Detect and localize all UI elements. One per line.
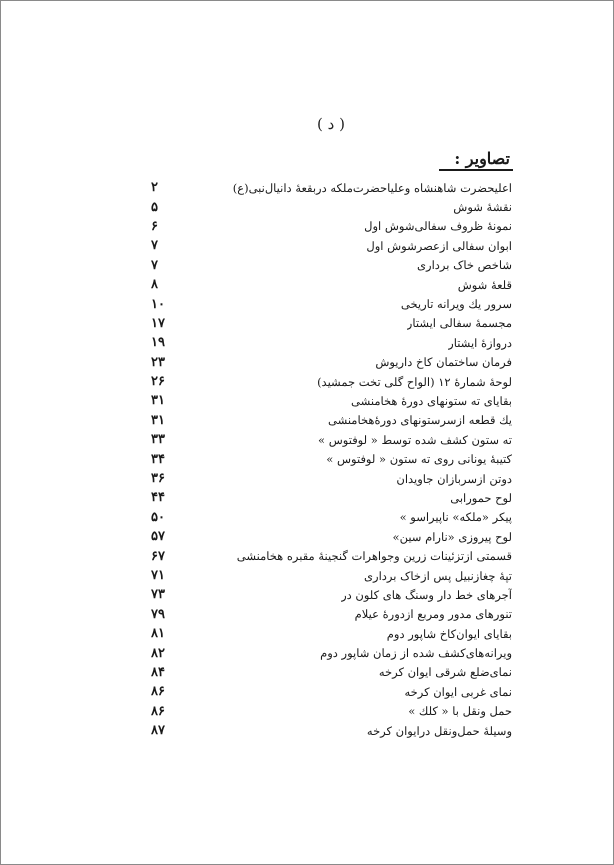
illustration-caption: اعلیحضرت شاهنشاه وعلیاحضرت‌ملکه دربقعهٔ دانیال‌نبی(ع) bbox=[232, 180, 512, 195]
list-item bbox=[151, 566, 512, 585]
illustration-caption: نقشهٔ شوش bbox=[453, 200, 512, 215]
page-number: ۶۷ bbox=[151, 548, 165, 564]
list-item bbox=[151, 256, 512, 275]
page-number: ۴۴ bbox=[151, 490, 165, 506]
page-number: ۵۰ bbox=[151, 509, 165, 525]
page-number: ۲۳ bbox=[151, 354, 165, 370]
illustration-caption: لوح پیروزی «نارام سین» bbox=[392, 529, 512, 544]
illustration-caption: فرمان ساختمان کاخ داریوش bbox=[375, 355, 512, 370]
page-number: ۳۶ bbox=[151, 471, 165, 487]
list-item bbox=[151, 488, 512, 507]
illustration-caption: لوح حمورابی bbox=[450, 490, 512, 505]
page-number: ۵ bbox=[151, 199, 158, 215]
page-number: ۳۴ bbox=[151, 451, 165, 467]
page-number: ۸۶ bbox=[151, 703, 165, 719]
list-item bbox=[151, 178, 512, 197]
list-item bbox=[151, 333, 512, 352]
list-item bbox=[151, 411, 512, 430]
list-item bbox=[151, 236, 512, 255]
list-item bbox=[151, 527, 512, 546]
illustration-caption: ته ستون کشف شده توسط « لوفتوس » bbox=[318, 432, 512, 447]
page-number: ۷ bbox=[151, 238, 158, 254]
illustration-caption: تپهٔ چغازنبیل پس ازخاک برداری bbox=[364, 568, 512, 583]
list-item bbox=[151, 469, 512, 488]
illustration-caption: نمونهٔ ظروف سفالی‌شوش اول bbox=[364, 219, 512, 234]
page-number: ۱۰ bbox=[151, 296, 165, 312]
page-number: ۳۱ bbox=[151, 412, 165, 428]
page-number: ۷ bbox=[151, 257, 158, 273]
title-underline bbox=[439, 169, 513, 171]
list-item bbox=[151, 449, 512, 468]
page-number: ۸ bbox=[151, 277, 158, 293]
page-number: ۷۱ bbox=[151, 568, 165, 583]
illustration-caption: قسمتی ازتزئینات زرین وجواهرات گنجینهٔ مقبره هخامنشی bbox=[236, 549, 512, 564]
illustrations-list bbox=[151, 178, 512, 740]
illustration-caption: ابوان سفالی ازعصرشوش اول bbox=[366, 238, 512, 253]
page-number: ۱۷ bbox=[151, 315, 165, 331]
illustration-caption: پیکر «ملکه» ناپیراسو » bbox=[399, 510, 512, 525]
illustration-caption: کتیبهٔ یونانی روی ته ستون « لوفتوس » bbox=[326, 452, 512, 467]
list-item bbox=[151, 682, 512, 701]
list-item bbox=[151, 353, 512, 372]
list-item bbox=[151, 217, 512, 236]
list-item bbox=[151, 663, 512, 682]
page-number: ۲۶ bbox=[151, 374, 165, 390]
illustration-caption: لوحهٔ شمارهٔ ۱۲ (الواح گلی تخت جمشید) bbox=[317, 374, 512, 389]
list-item bbox=[151, 314, 512, 333]
illustration-caption: دوتن ازسربازان جاویدان bbox=[396, 471, 512, 486]
list-item bbox=[151, 197, 512, 216]
list-item bbox=[151, 702, 512, 721]
illustration-caption: آجرهای خط دار وسنگ های کلون در bbox=[341, 587, 512, 602]
list-item bbox=[151, 643, 512, 662]
illustration-caption: بقایای ایوان‌کاخ شاپور دوم bbox=[386, 626, 512, 641]
page-number: ۸۴ bbox=[151, 664, 165, 680]
list-item bbox=[151, 624, 512, 643]
page-number: ۱۹ bbox=[151, 335, 165, 351]
list-item bbox=[151, 372, 512, 391]
illustration-caption: سرور یك ویرانه تاریخی bbox=[400, 297, 512, 312]
illustration-caption: نمای‌ضلع شرقی ایوان کرخه bbox=[378, 665, 512, 680]
page-number: ۵۷ bbox=[151, 529, 165, 545]
illustration-caption: یك قطعه ازسرستونهای دورهٔ‌هخامنشی bbox=[327, 413, 512, 428]
list-item bbox=[151, 721, 512, 740]
page-number: ۶ bbox=[151, 218, 158, 234]
page-number: ۳۱ bbox=[151, 393, 165, 409]
list-item bbox=[151, 294, 512, 313]
illustration-caption: حمل ونقل با « کلك » bbox=[408, 704, 512, 719]
illustration-caption: تنورهای مدور ومربع ازدورهٔ عیلام bbox=[354, 607, 512, 622]
list-item bbox=[151, 605, 512, 624]
illustration-caption: دروازهٔ ایشتار bbox=[448, 335, 512, 350]
illustration-caption: وسیلهٔ حمل‌ونقل درایوان کرخه bbox=[366, 723, 512, 738]
page-number: ۸۲ bbox=[151, 645, 165, 661]
list-item bbox=[151, 430, 512, 449]
list-item bbox=[151, 391, 512, 410]
page-number: ۸۷ bbox=[151, 723, 165, 739]
list-item bbox=[151, 275, 512, 294]
illustration-caption: ویرانه‌های‌کشف شده از زمان شاپور دوم bbox=[320, 646, 512, 661]
illustration-caption: قلعهٔ شوش bbox=[457, 277, 512, 292]
illustration-caption: شاخص خاک برداری bbox=[417, 258, 512, 273]
page-number: ۸۶ bbox=[151, 684, 165, 700]
page-number: ۳۳ bbox=[151, 432, 165, 448]
list-item bbox=[151, 585, 512, 604]
page-marker: ( د ) bbox=[317, 115, 345, 133]
list-item bbox=[151, 546, 512, 565]
section-title: تصاویر : bbox=[454, 149, 510, 168]
list-item bbox=[151, 508, 512, 527]
illustration-caption: بقایای ته ستونهای دورهٔ هخامنشی bbox=[351, 393, 512, 408]
page-number: ۷۹ bbox=[151, 606, 165, 622]
page-number: ۸۱ bbox=[151, 626, 165, 642]
illustration-caption: مجسمهٔ سفالی ایشتار bbox=[406, 316, 512, 331]
page-number: ۷۳ bbox=[151, 587, 165, 603]
illustration-caption: نمای غربی ایوان کرخه bbox=[404, 684, 512, 699]
page-number: ۲ bbox=[151, 180, 158, 196]
